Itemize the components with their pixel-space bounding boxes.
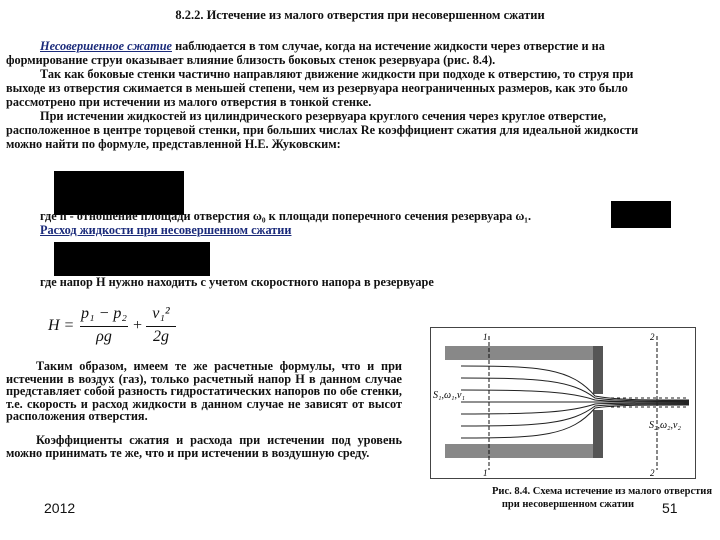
formula-denominator-1: ρg (96, 328, 112, 345)
orifice-flow-diagram (431, 328, 695, 478)
label-section-2: S₂,ω₂,v₂ (649, 420, 681, 431)
paragraph-1-line-2: формирование струи оказывает влияние близость боковых стенок резервуара (рис. 8.4). (6, 54, 496, 67)
formula-plus: + (132, 317, 143, 334)
year-footer: 2012 (44, 500, 76, 516)
paragraph-2-line-3: рассмотрено при истечении из малого отверстия в тонкой стенке. (6, 96, 372, 109)
formula-numerator-1: p₁ − p₂ (81, 305, 127, 322)
term-incomplete-compression: Несовершенное сжатие (40, 40, 172, 53)
fraction-bar-1 (80, 326, 128, 327)
label-top-2: 2 (650, 332, 655, 342)
zhukovsky-formula-image (54, 171, 184, 215)
paragraph-1-line-1 (6, 40, 720, 53)
paragraph-2-line-1 (6, 68, 720, 81)
label-top-1: 1 (483, 332, 488, 342)
flow-rate-heading: Расход жидкости при несовершенном сжатии (40, 224, 292, 237)
head-formula (48, 305, 188, 349)
figure-caption-line-2: при несовершенном сжатии (501, 499, 634, 510)
upper-tank-wall (445, 346, 597, 360)
paragraph-3-line-2: расположенное в центре торцевой стенки, при больших числах Re коэффициент сжатия для идеальной жидкости (6, 124, 639, 137)
label-bottom-2: 2 (650, 468, 655, 478)
column-paragraph-1-text: Таким образом, имеем те же расчетные формулы, что и при истечении в воздух (газ), только расчетный напор H в данном случае представляет собой разность гидростатических напоров по обе стенки, т.е. скорость и расход жидкости в данном случае не зависят от высот расположения отверстия. (6, 359, 402, 424)
column-paragraph-1 (6, 360, 402, 423)
label-section-1: S₁,ω₁,v₁ (433, 390, 465, 401)
paragraph-3-line-3: можно найти по формуле, представленной Н.Е. Жуковским: (6, 138, 341, 151)
formula-denominator-2: 2g (153, 328, 169, 345)
flow-rate-formula-image (54, 242, 210, 276)
paragraph-2-line-1-text: Так как боковые стенки частично направляют движение жидкости при подходе к отверстию, то струя при (40, 68, 634, 81)
formula-numerator-2: v₁² (152, 305, 170, 322)
column-paragraph-2 (6, 434, 402, 459)
where-n-note: где n - отношение площади отверстия ω₀ к площади поперечного сечения резервуара ω₁. (40, 210, 532, 223)
paragraph-2-line-2: выходе из отверстия сжимается в меньшей степени, чем из резервуара неограниченных размеров, как это было (6, 82, 628, 95)
label-bottom-1: 1 (483, 468, 488, 478)
formula-lhs: H = (48, 317, 75, 334)
end-wall-upper (593, 346, 603, 394)
paragraph-3-line-1-text: При истечении жидкостей из цилиндрического резервуара круглого сечения через круглое отверстие, (40, 110, 607, 123)
paragraph-1-line-1-text: наблюдается в том случае, когда на истечение жидкости через отверстие и на (172, 40, 605, 53)
figure-8-4 (430, 327, 696, 479)
figure-caption-line-1: Рис. 8.4. Схема истечение из малого отверстия (492, 486, 712, 497)
end-wall-lower (593, 410, 603, 458)
page-number: 51 (662, 500, 678, 516)
paragraph-3-line-1 (6, 110, 720, 123)
ratio-formula-image (611, 201, 671, 228)
head-note: где напор H нужно находить с учетом скоростного напора в резервуаре (40, 276, 434, 289)
section-title: 8.2.2. Истечение из малого отверстия при несовершенном сжатии (175, 8, 545, 22)
lower-tank-wall (445, 444, 597, 458)
fraction-bar-2 (146, 326, 176, 327)
column-paragraph-2-text: Коэффициенты сжатия и расхода при истечении под уровень можно принимать те же, что и при истечении в воздушную среду. (6, 433, 402, 460)
